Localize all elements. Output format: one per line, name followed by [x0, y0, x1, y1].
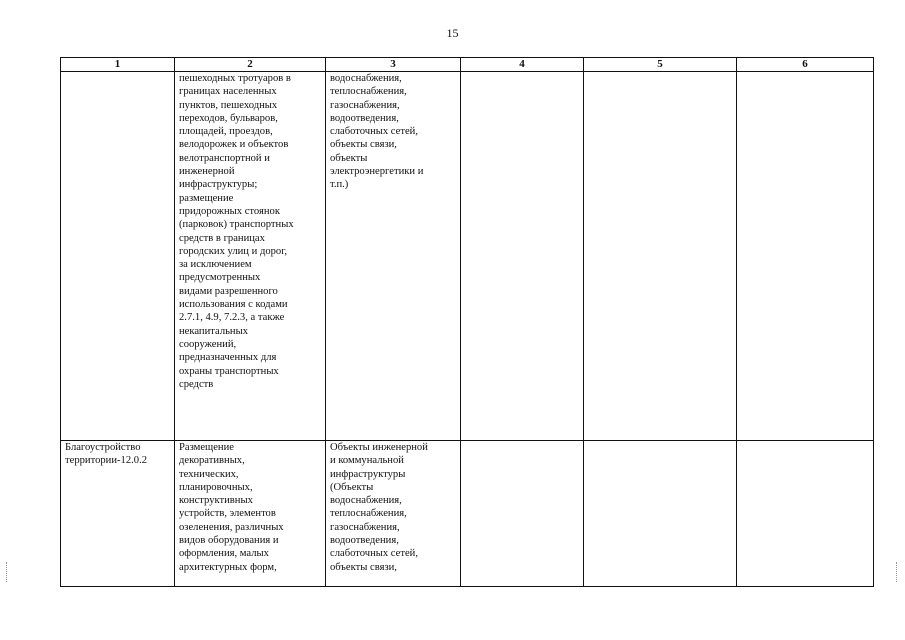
column-header-5: 5 — [584, 58, 737, 72]
table-row — [61, 441, 874, 587]
column-header-4: 4 — [461, 58, 584, 72]
column-header-1: 1 — [61, 58, 175, 72]
column-6-cell — [737, 441, 874, 587]
page-number: 15 — [446, 26, 459, 40]
capital-objects-cell: водоснабжения, теплоснабжения, газоснабжения, водоотведения, слаботочных сетей, объекты связи, объекты электроэнергетики и т.п.) — [326, 72, 461, 441]
capital-objects-cell: Объекты инженерной и коммунальной инфраструктуры (Объекты водоснабжения, теплоснабжения, газоснабжения, водоотведения, слаботочных сетей, объекты связи, — [326, 441, 461, 587]
table-row — [61, 72, 874, 441]
header-row — [61, 58, 874, 72]
land-use-description-cell: пешеходных тротуаров в границах населенных пунктов, пешеходных переходов, бульваров, площадей, проездов, велодорожек и объектов велотранспортной и инженерной инфраструктуры; размещение придорожных стоянок (парковок) транспортных средств в границах городских улиц и дорог, за исключением предусмотренных видами разрешенного использования с кодами 2.7.1, 4.9, 7.2.3, а также некапитальных сооружений, предназначенных для охраны транспортных средств — [175, 72, 326, 441]
scan-margin-mark-right — [896, 562, 899, 582]
column-5-cell — [584, 441, 737, 587]
scan-margin-mark-left — [6, 562, 9, 582]
column-6-cell — [737, 72, 874, 441]
column-header-3: 3 — [326, 58, 461, 72]
land-use-name-cell: Благоустройство территории-12.0.2 — [61, 441, 175, 587]
column-5-cell — [584, 72, 737, 441]
land-use-name-cell — [61, 72, 175, 441]
column-header-6: 6 — [737, 58, 874, 72]
land-use-description-cell: Размещение декоративных, технических, планировочных, конструктивных устройств, элементов озеленения, различных видов оборудования и оформления, малых архитектурных форм, — [175, 441, 326, 587]
land-use-table — [60, 57, 874, 587]
column-4-cell — [461, 441, 584, 587]
column-header-2: 2 — [175, 58, 326, 72]
column-4-cell — [461, 72, 584, 441]
